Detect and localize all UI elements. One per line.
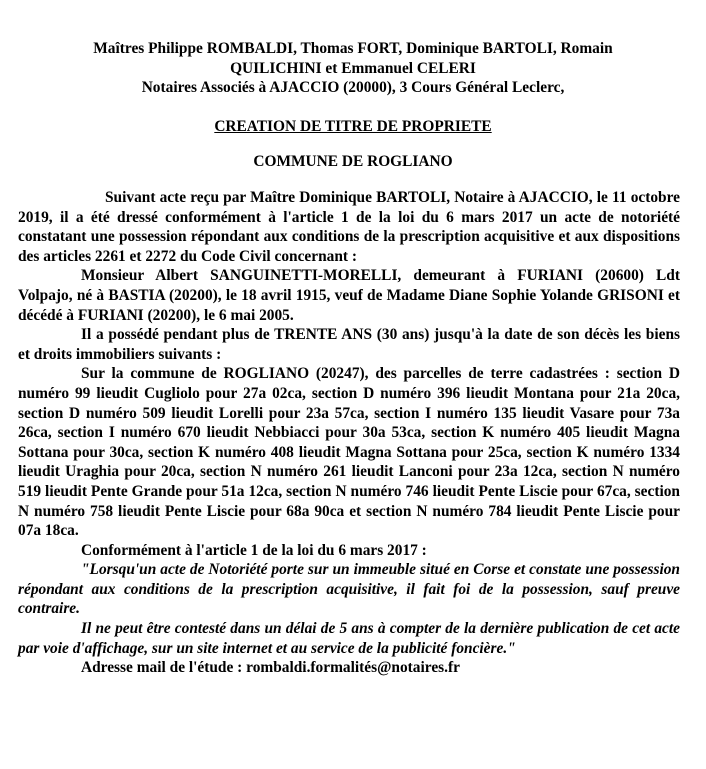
paragraph-parcels-text: Sur la commune de ROGLIANO (20247), des parcelles de terre cadastrées : section D numéro 99 lieudit Cugliolo pour 27a 02ca, section D numéro 396 lieudit Montana pour 21a 20ca, section D numéro 509 lieudit Lorelli pour 23a 57ca, section I numéro 135 lieudit Vasare pour 73a 26ca, section I numéro 670 lieudit Nebbiacci pour 30a 53ca, section K numéro 405 lieudit Magna Sottana pour 30ca, section K numéro 408 lieudit Magna Sottana pour 25ca, section K numéro 1334 lieudit Uraghia pour 20ca, section N numéro 261 lieudit Lanconi pour 23a 12ca, section N numéro 519 lieudit Pente Grande pour 51a 12ca, section N numéro 746 lieudit Pente Liscie pour 67ca, section N numéro 758 lieudit Pente Liscie pour 68a 90ca et section N numéro 784 lieudit Pente Liscie pour 07a 18ca.: [18, 365, 680, 540]
paragraph-law: [18, 541, 680, 561]
paragraph-deed-text: Suivant acte reçu par Maître Dominique BARTOLI, Notaire à AJACCIO, le 11 octobre 2019, il a été dressé conformément à l'article 1 de la loi du 6 mars 2017 un acte de notoriété constatant une possession répondant aux conditions de la prescription acquisitive et aux dispositions des articles 2261 et 2272 du Code Civil concernant :: [18, 189, 680, 265]
notice-body: [18, 188, 680, 678]
paragraph-quote-2-text: Il ne peut être contesté dans un délai de 5 ans à compter de la dernière publication de cet acte par voie d'affichage, sur un site internet et au service de la publicité foncière.": [18, 620, 680, 657]
paragraph-parcels: [18, 364, 680, 540]
notice-title: CREATION DE TITRE DE PROPRIETE: [214, 118, 492, 135]
paragraph-possession-text: Il a possédé pendant plus de TRENTE ANS (30 ans) jusqu'à la date de son décès les biens et droits immobiliers suivants :: [18, 326, 680, 363]
paragraph-quote-1-text: "Lorsqu'un acte de Notoriété porte sur un immeuble situé en Corse et constate une possession répondant aux conditions de la prescription acquisitive, il fait foi de la possession, sauf preuve contraire.: [18, 561, 680, 618]
header-line-1: Maîtres Philippe ROMBALDI, Thomas FORT, Dominique BARTOLI, Romain: [93, 40, 613, 57]
paragraph-quote-1: [18, 560, 680, 619]
notary-header: [18, 39, 688, 98]
paragraph-quote-2: [18, 619, 680, 658]
paragraph-person-text: Monsieur Albert SANGUINETTI-MORELLI, demeurant à FURIANI (20600) Ldt Volpajo, né à BASTIA (20200), le 18 avril 1915, veuf de Madame Diane Sophie Yolande GRISONI et décédé à FURIANI (20200), le 6 mai 2005.: [18, 267, 680, 324]
paragraph-deed: [18, 188, 680, 266]
paragraph-law-text: Conformément à l'article 1 de la loi du 6 mars 2017 :: [81, 541, 427, 559]
paragraph-person: [18, 266, 680, 325]
commune-heading: COMMUNE DE ROGLIANO: [253, 153, 453, 170]
paragraph-email: [18, 658, 680, 678]
paragraph-email-text: Adresse mail de l'étude : rombaldi.formalités@notaires.fr: [81, 659, 460, 677]
paragraph-possession: [18, 325, 680, 364]
header-line-2: QUILICHINI et Emmanuel CELERI: [230, 59, 476, 77]
header-line-3: Notaires Associés à AJACCIO (20000), 3 Cours Général Leclerc,: [141, 79, 565, 96]
